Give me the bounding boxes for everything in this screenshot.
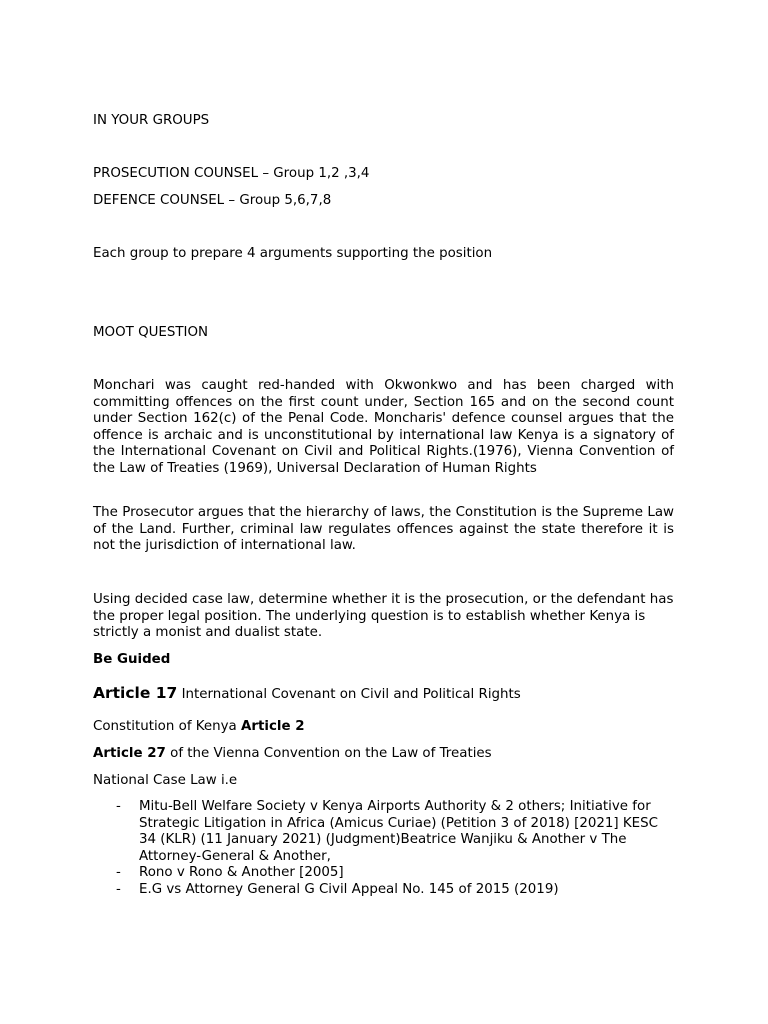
moot-paragraph-prosecutor: The Prosecutor argues that the hierarchy of laws, the Constitution is the Supreme Law of the Land. Further, criminal law regulates offences against the state therefore it is not the jurisdiction of international law. <box>93 505 674 553</box>
list-item <box>93 882 674 899</box>
case-text: Rono v Rono & Another [2005] <box>139 865 344 880</box>
list-item <box>93 799 674 865</box>
article-27-line <box>93 746 674 763</box>
constitution-article: Article 2 <box>241 719 305 734</box>
defence-counsel-line: DEFENCE COUNSEL – Group 5,6,7,8 <box>93 193 332 208</box>
article-17-line <box>93 685 674 704</box>
be-guided-text: Be Guided <box>93 652 171 667</box>
groups-heading: IN YOUR GROUPS <box>93 113 210 128</box>
case-text: E.G vs Attorney General G Civil Appeal No. 145 of 2015 (2019) <box>139 881 559 897</box>
article-27-description: of the Vienna Convention on the Law of Treaties <box>165 746 492 761</box>
case-law-list <box>93 799 674 898</box>
list-dash: - <box>116 881 121 897</box>
moot-paragraph-defence: Monchari was caught red-handed with Okwonkwo and has been charged with committing offences on the first count under, Section 165 and on the second count under Section 162(c) of the Penal Code. Moncharis' defence counsel argues that the offence is archaic and is unconstitutional by international law Kenya is a signatory of the International Covenant on Civil and Political Rights.(1976), Vienna Convention of the Law of Treaties (1969), Universal Declaration of Human Rights <box>93 378 674 476</box>
constitution-text: Constitution of Kenya <box>93 719 242 734</box>
constitution-line <box>93 719 674 736</box>
national-case-law-heading: National Case Law i.e <box>93 773 238 788</box>
prosecution-counsel-line: PROSECUTION COUNSEL – Group 1,2 ,3,4 <box>93 166 370 181</box>
article-27-label: Article 27 <box>93 746 166 761</box>
moot-paragraph-question: Using decided case law, determine whether it is the prosecution, or the defendant has the proper legal position. The underlying question is to establish whether Kenya is strictly a monist and dualist state. <box>93 592 674 640</box>
list-dash: - <box>116 799 121 814</box>
list-dash: - <box>116 865 121 880</box>
moot-question-heading: MOOT QUESTION <box>93 325 209 340</box>
instruction-line: Each group to prepare 4 arguments supporting the position <box>93 246 493 261</box>
be-guided-heading <box>93 652 674 669</box>
article-17-label: Article 17 <box>93 684 178 702</box>
list-item <box>93 865 674 882</box>
article-17-description: International Covenant on Civil and Political Rights <box>177 687 521 702</box>
case-text: Mitu-Bell Welfare Society v Kenya Airports Authority & 2 others; Initiative for Strategic Litigation in Africa (Amicus Curiae) (Petition 3 of 2018) [2021] KESC 34 (KLR) (11 January 2021) (Judgment)Beatrice Wanjiku & Another v The Attorney-General & Another, <box>139 799 658 864</box>
